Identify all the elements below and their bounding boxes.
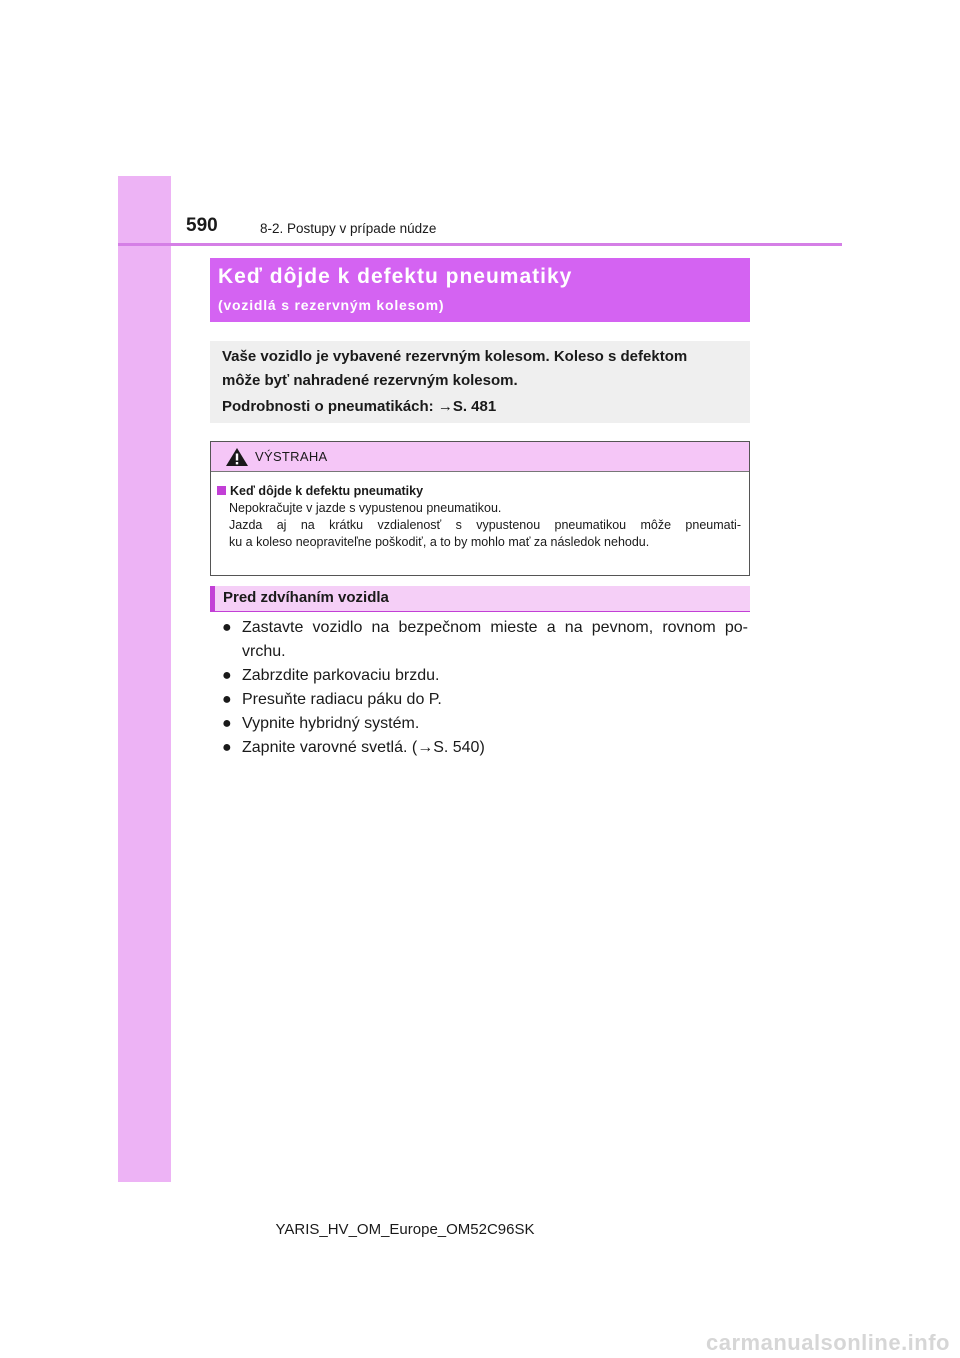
warning-heading-text: Keď dôjde k defektu pneumatiky [230, 484, 424, 498]
bullet-dot-icon: ● [222, 619, 232, 636]
warning-text-line-2: Jazda aj na krátku vzdialenosť s vypustenou pneumatikou môže pneumati- [229, 518, 741, 532]
watermark: carmanualsonline.info [706, 1330, 950, 1355]
intro-line-2: môže byť nahradené rezervným kolesom. [222, 372, 518, 389]
list-item: ● Zastavte vozidlo na bezpečnom mieste a na pevnom, rovnom po-vrchu. [222, 616, 748, 664]
warning-heading [217, 482, 741, 500]
warning-box [210, 441, 750, 576]
page-subtitle: (vozidlá s rezervným kolesom) [218, 297, 445, 313]
page-title-box [210, 258, 750, 322]
procedure-list [222, 616, 748, 760]
warning-header [211, 442, 749, 472]
bullet-dot-icon: ● [222, 691, 232, 708]
header-divider [118, 243, 842, 246]
list-item: ● Zapnite varovné svetlá. (→S. 540) [222, 736, 748, 760]
bullet-dot-icon: ● [222, 715, 232, 732]
page-number: 590 [186, 215, 218, 236]
bullet-dot-icon: ● [222, 739, 232, 756]
intro-box [210, 341, 750, 423]
document-footer-id: YARIS_HV_OM_Europe_OM52C96SK [275, 1221, 535, 1238]
warning-triangle-icon [225, 447, 249, 467]
list-item: ● Zabrzdite parkovaciu brzdu. [222, 664, 748, 688]
section-subheading: Pred zdvíhaním vozidla [210, 586, 750, 612]
warning-label: VÝSTRAHA [255, 449, 328, 464]
warning-body [211, 472, 749, 551]
tire-details-reference: Podrobnosti o pneumatikách: →S. 481 [222, 398, 497, 415]
warning-text-line-3: ku a koleso neopraviteľne poškodiť, a to by mohlo mať za následok nehodu. [229, 535, 650, 549]
list-item: ● Presuňte radiacu páku do P. [222, 688, 748, 712]
chapter-side-tab [118, 176, 171, 1182]
section-title: 8-2. Postupy v prípade núdze [260, 221, 437, 236]
bullet-dot-icon: ● [222, 667, 232, 684]
square-bullet-icon [217, 486, 226, 495]
warning-text-line-1: Nepokračujte v jazde s vypustenou pneumatikou. [229, 501, 502, 515]
page-title: Keď dôjde k defektu pneumatiky [218, 265, 573, 288]
intro-line-1: Vaše vozidlo je vybavené rezervným kolesom. Koleso s defektom [222, 348, 688, 365]
list-item: ● Vypnite hybridný systém. [222, 712, 748, 736]
